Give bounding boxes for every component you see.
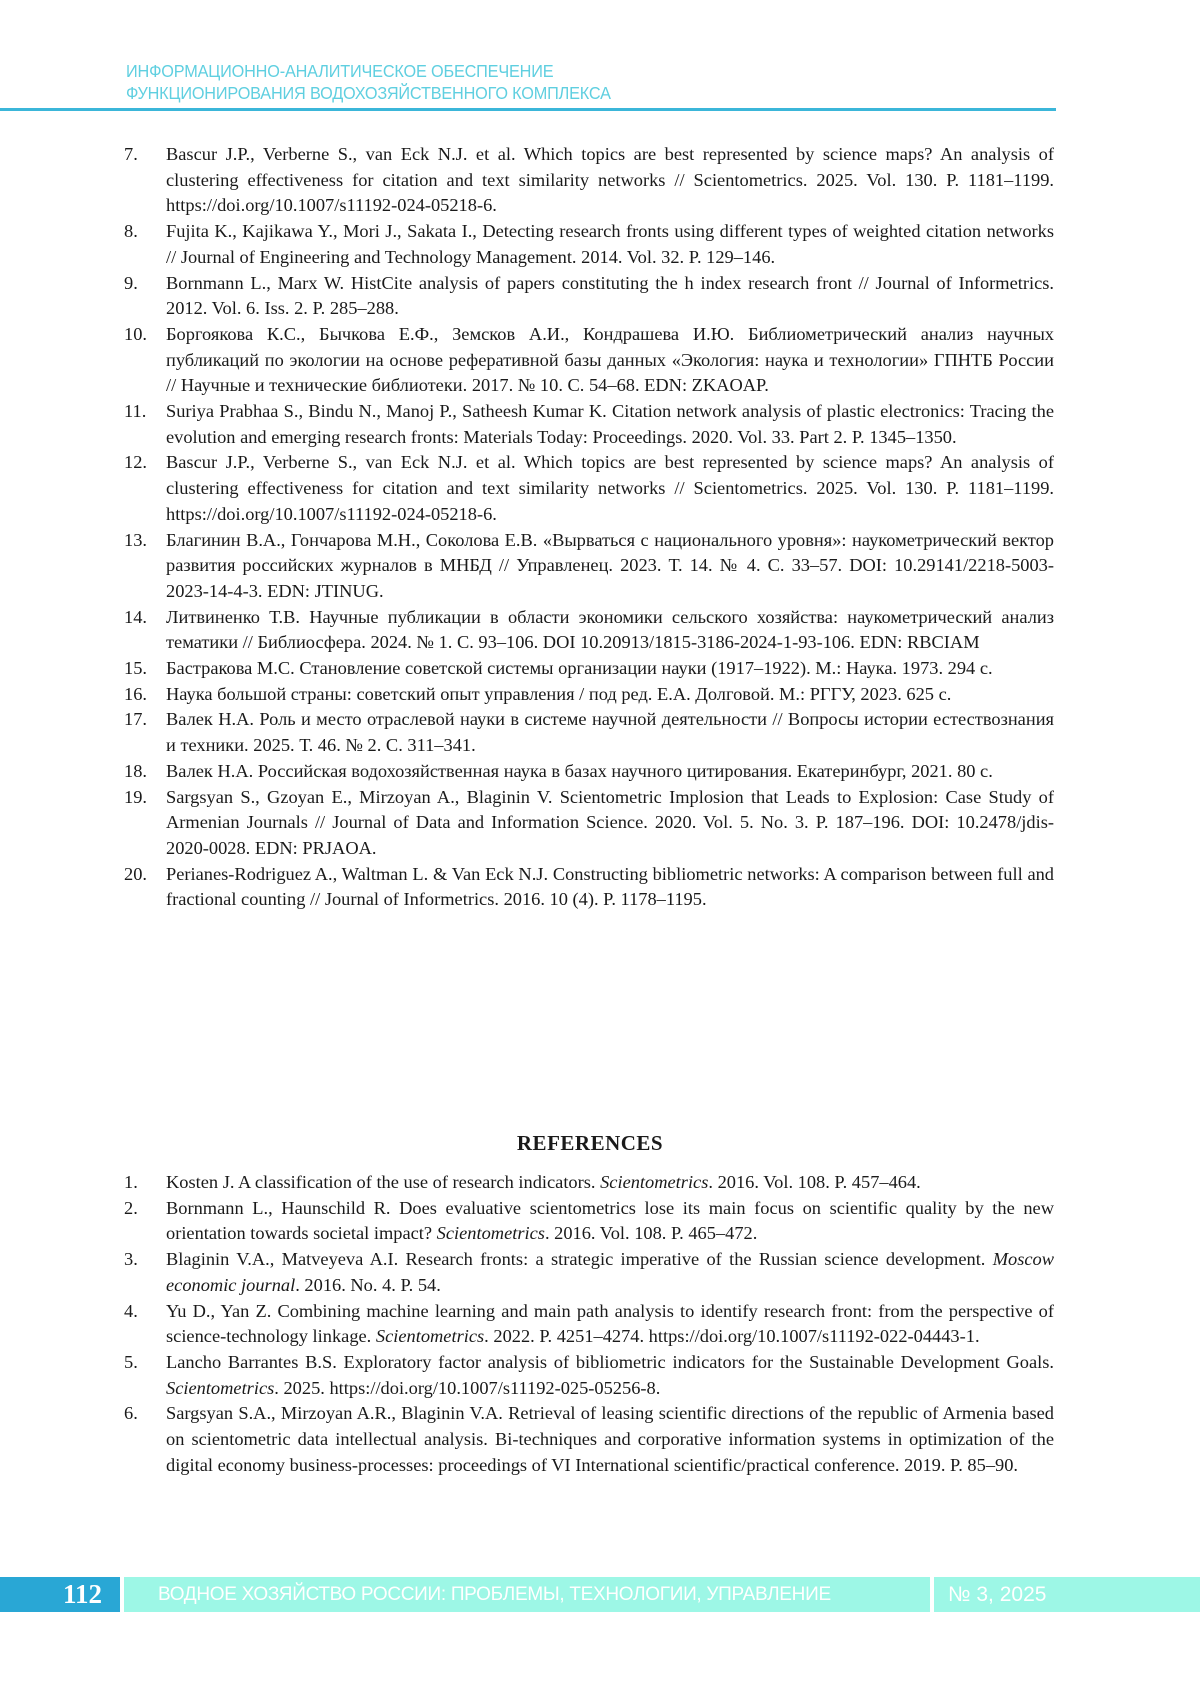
item-number: 1. [124, 1172, 138, 1192]
item-text: Bornmann L., Marx W. HistCite analysis of papers constituting the h index research front // Journal of Informetrics. 2012. Vol. 6. Iss. 2. P. 285–288. [166, 272, 1054, 319]
english-reference-list [124, 1170, 1054, 1478]
item-number: 2. [124, 1197, 138, 1218]
journal-name-italic: Scientometrics [166, 1377, 275, 1398]
item-text: Suriya Prabhaa S., Bindu N., Manoj P., Satheesh Kumar K. Citation network analysis of plastic electronics: Tracing the evolution and emerging research fronts: Materials Today: Proceedings. 2020. Vol. 33. Part 2. P. 1345–1350. [166, 401, 1054, 447]
list-item [124, 1196, 1054, 1247]
list-item [124, 1350, 1054, 1401]
item-text [166, 1196, 1054, 1247]
item-number: 18. [124, 760, 147, 781]
item-text: Бастракова М.С. Становление советской системы организации науки (1917–1922). М.: Наука. 1973. 294 с. [166, 658, 993, 679]
item-number: 15. [124, 658, 147, 679]
item-text-tail: . 2016. No. 4. P. 54. [295, 1274, 441, 1295]
item-text: Sargsyan S., Gzoyan E., Mirzoyan A., Blaginin V. Scientometric Implosion that Leads to Explosion: Case Study of Armenian Journals // Journal of Data and Information Science. 2020. Vol. 5. No. 3. P. 187–196. DOI: 10.2478/jdis-2020-0028. EDN: PRJAOA. [166, 786, 1054, 858]
item-text: Валек Н.А. Российская водохозяйственная наука в базах научного цитирования. Екатеринбург, 2021. 80 с. [166, 760, 993, 781]
item-text-tail: . 2016. Vol. 108. P. 465–472. [544, 1223, 758, 1244]
item-text: Литвиненко Т.В. Научные публикации в области экономики сельского хозяйства: наукометрический анализ тематики // Библиосфера. 2024. № 1. С. 93–106. DOI 10.20913/1815-3186-2024-1-93-106. EDN: RBCIAM [166, 606, 1054, 653]
header-line-1: ИНФОРМАЦИОННО-АНАЛИТИЧЕСКОЕ ОБЕСПЕЧЕНИЕ [126, 61, 554, 81]
list-item [124, 605, 1054, 656]
list-item [124, 1299, 1054, 1350]
list-item [124, 450, 1054, 527]
item-number: 12. [124, 452, 147, 473]
item-text-main: Bornmann L., Haunschild R. Does evaluative scientometrics lose its main focus on scientific quality by the new orientation towards societal impact? [166, 1197, 1054, 1244]
journal-name-italic: Scientometrics [375, 1326, 485, 1347]
journal-name-italic: Scientometrics [436, 1223, 545, 1244]
item-number: 19. [124, 786, 147, 807]
item-text-tail: . 2016. Vol. 108. P. 457–464. [708, 1172, 921, 1192]
item-text-main: Kosten J. A classification of the use of research indicators. [166, 1172, 601, 1192]
list-item [124, 219, 1054, 270]
list-item [124, 707, 1054, 758]
list-item [124, 682, 1054, 708]
item-number: 17. [124, 709, 147, 730]
item-text [166, 1247, 1054, 1298]
item-number: 20. [124, 863, 147, 884]
item-text: Наука большой страны: советский опыт управления / под ред. Е.А. Долговой. М.: РГГУ, 2023. 625 с. [166, 683, 952, 704]
journal-name-italic: Scientometrics [600, 1172, 709, 1192]
journal-title: ВОДНОЕ ХОЗЯЙСТВО РОССИИ: ПРОБЛЕМЫ, ТЕХНОЛОГИИ, УПРАВЛЕНИЕ [124, 1577, 930, 1612]
running-header [126, 60, 611, 104]
list-item [124, 142, 1054, 219]
item-number: 14. [124, 606, 147, 627]
page-number: 112 [0, 1577, 120, 1612]
list-item [124, 785, 1054, 862]
list-item [124, 322, 1054, 399]
item-text: Bascur J.P., Verberne S., van Eck N.J. et al. Which topics are best represented by science maps? An analysis of clustering effectiveness for citation and text similarity networks // Scientometrics. 2025. Vol. 130. P. 1181–1199. https://doi.org/10.1007/s11192-024-05218-6. [166, 144, 1054, 216]
item-number: 13. [124, 529, 147, 550]
item-text: Благинин В.А., Гончарова М.Н., Соколова Е.В. «Вырваться с национального уровня»: наукометрический вектор развития российских журналов в МНБД // Управленец. 2023. Т. 14. № 4. С. 33–57. DOI: 10.29141/2218-5003-2023-14-4-3. EDN: JTINUG. [166, 529, 1054, 601]
item-text [166, 1401, 1054, 1478]
item-number: 6. [124, 1403, 138, 1424]
list-item [124, 1247, 1054, 1298]
item-text: Fujita K., Kajikawa Y., Mori J., Sakata I., Detecting research fronts using different types of weighted citation networks // Journal of Engineering and Technology Management. 2014. Vol. 32. P. 129–146. [166, 221, 1054, 267]
item-text: Валек Н.А. Роль и место отраслевой науки в системе научной деятельности // Вопросы истории естествознания и техники. 2025. Т. 46. № 2. С. 311–341. [166, 709, 1054, 756]
list-item [124, 399, 1054, 450]
item-text-main: Lancho Barrantes B.S. Exploratory factor analysis of bibliometric indicators for the Sustainable Development Goals. [166, 1351, 1054, 1372]
item-number: 16. [124, 683, 147, 704]
item-number: 5. [124, 1351, 138, 1372]
item-number: 11. [124, 401, 147, 422]
list-item [124, 656, 1054, 682]
item-text-main: Sargsyan S.A., Mirzoyan A.R., Blaginin V.A. Retrieval of leasing scientific directions of the republic of Armenia based on scientometric data intellectual analysis. Bi-techniques and corporative information systems in optimization of the digital economy business-processes: proceedings of VI International scientific/practical conference. 2019. P. 85–90. [166, 1403, 1054, 1475]
russian-reference-list [124, 142, 1054, 913]
item-text: Bascur J.P., Verberne S., van Eck N.J. et al. Which topics are best represented by science maps? An analysis of clustering effectiveness for citation and text similarity networks // Scientometrics. 2025. Vol. 130. P. 1181–1199. https://doi.org/10.1007/s11192-024-05218-6. [166, 452, 1054, 524]
issue-label: № 3, 2025 [934, 1577, 1200, 1612]
item-text-main: Yu D., Yan Z. Combining machine learning and main path analysis to identify research front: from the perspective of science-technology linkage. [166, 1300, 1054, 1347]
item-text: Perianes-Rodriguez A., Waltman L. & Van Eck N.J. Constructing bibliometric networks: A comparison between full and fractional counting // Journal of Informetrics. 2016. 10 (4). P. 1178–1195. [166, 863, 1054, 910]
list-item [124, 1170, 1054, 1196]
list-item [124, 1401, 1054, 1478]
item-text [166, 1299, 1054, 1350]
references-heading: REFERENCES [516, 1131, 664, 1155]
item-text-tail: . 2022. P. 4251–4274. https://doi.org/10.1007/s11192-022-04443-1. [484, 1326, 980, 1347]
item-number: 4. [124, 1300, 138, 1321]
item-text: Боргоякова К.С., Бычкова Е.Ф., Земсков А.И., Кондрашева И.Ю. Библиометрический анализ научных публикаций по экологии на основе реферативной базы данных «Экология: наука и технологии» ГПНТБ России // Научные и технические библиотеки. 2017. № 10. С. 54–68. EDN: ZKAOAP. [166, 323, 1054, 396]
item-text [166, 1350, 1054, 1401]
item-text-tail: . 2025. https://doi.org/10.1007/s11192-025-05256-8. [274, 1377, 661, 1398]
list-item [124, 271, 1054, 322]
item-text [166, 1170, 1054, 1196]
header-divider [0, 108, 1056, 111]
item-number: 10. [124, 323, 147, 344]
item-number: 3. [124, 1249, 138, 1270]
list-item [124, 528, 1054, 605]
item-number: 9. [124, 272, 138, 293]
item-number: 8. [124, 221, 138, 242]
header-line-2: ФУНКЦИОНИРОВАНИЯ ВОДОХОЗЯЙСТВЕННОГО КОМПЛЕКСА [126, 83, 611, 103]
journal-name-italic: Moscow economic journal [166, 1249, 1054, 1295]
list-item [124, 759, 1054, 785]
item-number: 7. [124, 144, 138, 164]
list-item [124, 862, 1054, 913]
item-text-main: Blaginin V.A., Matveyeva A.I. Research fronts: a strategic imperative of the Russian science development. [166, 1249, 993, 1270]
